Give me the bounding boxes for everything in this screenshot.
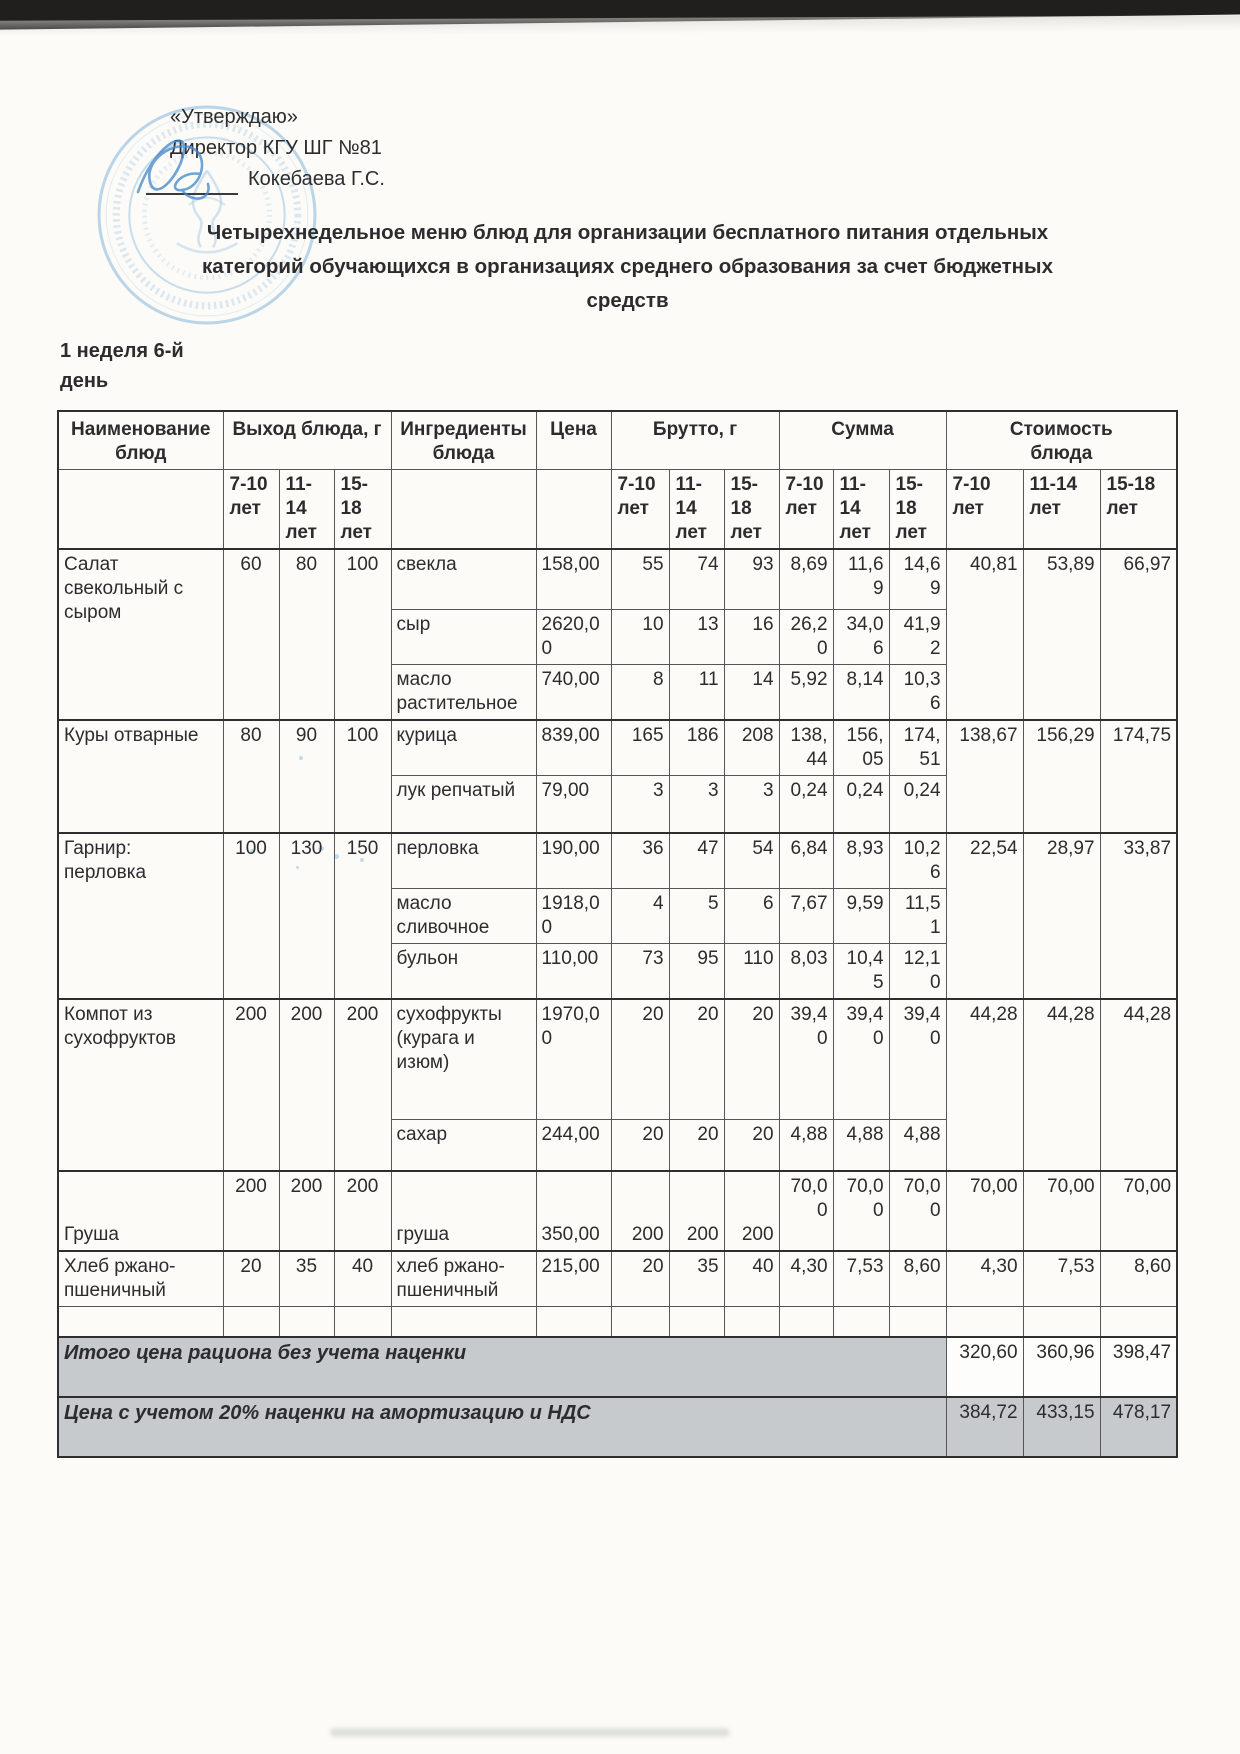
sum-value-cell: 4,88 bbox=[833, 1119, 889, 1171]
yield-value-cell: 100 bbox=[334, 720, 391, 834]
sum-value-cell: 41,92 bbox=[889, 609, 946, 664]
cost-value-cell: 28,97 bbox=[1023, 833, 1100, 999]
sum-value-cell: 174,51 bbox=[889, 720, 946, 776]
cost-value-cell: 174,75 bbox=[1100, 720, 1177, 834]
empty-cell bbox=[279, 1307, 334, 1337]
cost-value-cell: 44,28 bbox=[946, 999, 1023, 1171]
header-age-7-10: 7-10 лет bbox=[611, 470, 669, 550]
gross-value-cell: 10 bbox=[611, 609, 669, 664]
header-sum: Сумма bbox=[779, 411, 946, 470]
dish-name-cell: Груша bbox=[58, 1171, 223, 1251]
yield-value-cell: 60 bbox=[223, 549, 279, 720]
cost-value-cell: 22,54 bbox=[946, 833, 1023, 999]
sum-value-cell: 7,53 bbox=[833, 1251, 889, 1307]
ingredient-name-cell: сухофрукты (курага и изюм) bbox=[391, 999, 536, 1119]
empty-cell bbox=[1100, 1307, 1177, 1337]
sum-value-cell: 39,40 bbox=[779, 999, 833, 1119]
ingredient-row bbox=[58, 549, 1177, 609]
sum-value-cell: 10,26 bbox=[889, 833, 946, 889]
total-value-cell: 384,72 bbox=[946, 1397, 1023, 1457]
empty-cell bbox=[58, 1307, 223, 1337]
header-age-7-10: 7-10 лет bbox=[779, 470, 833, 550]
empty-cell bbox=[946, 1307, 1023, 1337]
gross-value-cell: 36 bbox=[611, 833, 669, 889]
gross-value-cell: 20 bbox=[611, 1119, 669, 1171]
gross-value-cell: 8 bbox=[611, 664, 669, 720]
total-value-cell: 433,15 bbox=[1023, 1397, 1100, 1457]
sum-value-cell: 39,40 bbox=[833, 999, 889, 1119]
empty-cell bbox=[334, 1307, 391, 1337]
empty-cell bbox=[833, 1307, 889, 1337]
header-age-15-18: 15-18 лет bbox=[1100, 470, 1177, 550]
yield-value-cell: 100 bbox=[223, 833, 279, 999]
gross-value-cell: 73 bbox=[611, 944, 669, 1000]
sum-value-cell: 156,05 bbox=[833, 720, 889, 776]
gross-value-cell: 208 bbox=[724, 720, 779, 776]
sum-value-cell: 10,36 bbox=[889, 664, 946, 720]
price-value-cell: 110,00 bbox=[536, 944, 611, 1000]
gross-value-cell: 20 bbox=[669, 999, 724, 1119]
gross-value-cell: 20 bbox=[611, 1251, 669, 1307]
ingredient-row bbox=[58, 833, 1177, 889]
sum-value-cell: 11,51 bbox=[889, 889, 946, 944]
header-age-11-14: 11-14 лет bbox=[1023, 470, 1100, 550]
gross-value-cell: 20 bbox=[724, 1119, 779, 1171]
sum-value-cell: 4,30 bbox=[779, 1251, 833, 1307]
header-dish: Наименование блюд bbox=[58, 411, 223, 470]
sum-value-cell: 8,03 bbox=[779, 944, 833, 1000]
sum-value-cell: 0,24 bbox=[779, 775, 833, 833]
empty-cell bbox=[391, 1307, 536, 1337]
yield-value-cell: 200 bbox=[223, 1171, 279, 1251]
price-value-cell: 2620,00 bbox=[536, 609, 611, 664]
sum-value-cell: 8,93 bbox=[833, 833, 889, 889]
sum-value-cell: 14,69 bbox=[889, 549, 946, 609]
empty-header-cell bbox=[536, 470, 611, 550]
ingredient-name-cell: бульон bbox=[391, 944, 536, 1000]
gross-value-cell: 95 bbox=[669, 944, 724, 1000]
cost-value-cell: 8,60 bbox=[1100, 1251, 1177, 1307]
total-value-cell: 398,47 bbox=[1100, 1337, 1177, 1397]
price-value-cell: 244,00 bbox=[536, 1119, 611, 1171]
dish-name-cell: Салат свекольный с сыром bbox=[58, 549, 223, 720]
yield-value-cell: 200 bbox=[334, 999, 391, 1171]
handwritten-signature bbox=[126, 124, 276, 220]
total-value-cell: 360,96 bbox=[1023, 1337, 1100, 1397]
header-ingredients: Ингредиенты блюда bbox=[391, 411, 536, 470]
dish-name-cell: Хлеб ржано-пшеничный bbox=[58, 1251, 223, 1307]
gross-value-cell: 93 bbox=[724, 549, 779, 609]
total-with-markup-row bbox=[58, 1397, 1177, 1457]
price-value-cell: 1918,00 bbox=[536, 889, 611, 944]
gross-value-cell: 20 bbox=[611, 999, 669, 1119]
gross-value-cell: 14 bbox=[724, 664, 779, 720]
sum-value-cell: 12,10 bbox=[889, 944, 946, 1000]
gross-value-cell: 3 bbox=[669, 775, 724, 833]
ingredient-name-cell: курица bbox=[391, 720, 536, 776]
menu-table bbox=[57, 410, 1178, 1458]
yield-value-cell: 90 bbox=[279, 720, 334, 834]
yield-value-cell: 150 bbox=[334, 833, 391, 999]
yield-value-cell: 80 bbox=[279, 549, 334, 720]
gross-value-cell: 40 bbox=[724, 1251, 779, 1307]
header-age-11-14: 11-14 лет bbox=[669, 470, 724, 550]
price-value-cell: 839,00 bbox=[536, 720, 611, 776]
cost-value-cell: 70,00 bbox=[1100, 1171, 1177, 1251]
cost-value-cell: 53,89 bbox=[1023, 549, 1100, 720]
ingredient-name-cell: лук репчатый bbox=[391, 775, 536, 833]
empty-cell bbox=[669, 1307, 724, 1337]
gross-value-cell: 16 bbox=[724, 609, 779, 664]
cost-value-cell: 70,00 bbox=[1023, 1171, 1100, 1251]
sum-value-cell: 7,67 bbox=[779, 889, 833, 944]
gross-value-cell: 4 bbox=[611, 889, 669, 944]
sum-value-cell: 70,00 bbox=[833, 1171, 889, 1251]
gross-value-cell: 3 bbox=[724, 775, 779, 833]
sum-value-cell: 4,88 bbox=[779, 1119, 833, 1171]
cost-value-cell: 4,30 bbox=[946, 1251, 1023, 1307]
gross-value-cell: 165 bbox=[611, 720, 669, 776]
sum-value-cell: 70,00 bbox=[889, 1171, 946, 1251]
empty-row bbox=[58, 1307, 1177, 1337]
sum-value-cell: 11,69 bbox=[833, 549, 889, 609]
empty-cell bbox=[779, 1307, 833, 1337]
price-value-cell: 740,00 bbox=[536, 664, 611, 720]
ingredient-name-cell: перловка bbox=[391, 833, 536, 889]
cost-value-cell: 70,00 bbox=[946, 1171, 1023, 1251]
price-value-cell: 215,00 bbox=[536, 1251, 611, 1307]
cost-value-cell: 44,28 bbox=[1100, 999, 1177, 1171]
header-age-15-18: 15-18 лет bbox=[724, 470, 779, 550]
header-cost: Стоимость блюда bbox=[946, 411, 1177, 470]
day-label: день bbox=[60, 370, 109, 392]
gross-value-cell: 20 bbox=[724, 999, 779, 1119]
yield-value-cell: 80 bbox=[223, 720, 279, 834]
empty-cell bbox=[223, 1307, 279, 1337]
sum-value-cell: 0,24 bbox=[833, 775, 889, 833]
price-value-cell: 350,00 bbox=[536, 1171, 611, 1251]
sum-value-cell: 10,45 bbox=[833, 944, 889, 1000]
total-without-markup-row bbox=[58, 1337, 1177, 1397]
header-yield: Выход блюда, г bbox=[223, 411, 391, 470]
cost-value-cell: 33,87 bbox=[1100, 833, 1177, 999]
total-value-cell: 478,17 bbox=[1100, 1397, 1177, 1457]
yield-value-cell: 200 bbox=[223, 999, 279, 1171]
cost-value-cell: 66,97 bbox=[1100, 549, 1177, 720]
dish-name-cell: Гарнир: перловка bbox=[58, 833, 223, 999]
sum-value-cell: 8,60 bbox=[889, 1251, 946, 1307]
cost-value-cell: 156,29 bbox=[1023, 720, 1100, 834]
ingredient-row bbox=[58, 1171, 1177, 1251]
dish-name-cell: Куры отварные bbox=[58, 720, 223, 834]
sum-value-cell: 138,44 bbox=[779, 720, 833, 776]
yield-value-cell: 200 bbox=[279, 1171, 334, 1251]
sum-value-cell: 9,59 bbox=[833, 889, 889, 944]
ingredient-name-cell: груша bbox=[391, 1171, 536, 1251]
header-gross: Брутто, г bbox=[611, 411, 779, 470]
ingredient-row bbox=[58, 999, 1177, 1119]
gross-value-cell: 11 bbox=[669, 664, 724, 720]
approval-word: «Утверждаю» bbox=[170, 106, 298, 128]
empty-cell bbox=[611, 1307, 669, 1337]
gross-value-cell: 47 bbox=[669, 833, 724, 889]
ingredient-name-cell: сахар bbox=[391, 1119, 536, 1171]
gross-value-cell: 35 bbox=[669, 1251, 724, 1307]
empty-header-cell bbox=[58, 470, 223, 550]
week-day-label bbox=[60, 336, 184, 396]
total-value-cell: 320,60 bbox=[946, 1337, 1023, 1397]
yield-value-cell: 100 bbox=[334, 549, 391, 720]
price-value-cell: 190,00 bbox=[536, 833, 611, 889]
sum-value-cell: 4,88 bbox=[889, 1119, 946, 1171]
ingredient-row bbox=[58, 720, 1177, 776]
approval-signer-name: Кокебаева Г.С. bbox=[248, 168, 385, 190]
price-value-cell: 158,00 bbox=[536, 549, 611, 609]
cost-value-cell: 40,81 bbox=[946, 549, 1023, 720]
sum-value-cell: 39,40 bbox=[889, 999, 946, 1119]
approval-director: Директор КГУ ШГ №81 bbox=[170, 137, 382, 159]
gross-value-cell: 200 bbox=[724, 1171, 779, 1251]
sum-value-cell: 0,24 bbox=[889, 775, 946, 833]
header-age-15-18: 15-18 лет bbox=[334, 470, 391, 550]
header-age-7-10: 7-10 лет bbox=[223, 470, 279, 550]
gross-value-cell: 20 bbox=[669, 1119, 724, 1171]
cost-value-cell: 7,53 bbox=[1023, 1251, 1100, 1307]
empty-header-cell bbox=[391, 470, 536, 550]
sum-value-cell: 34,06 bbox=[833, 609, 889, 664]
ingredient-name-cell: масло растительное bbox=[391, 664, 536, 720]
gross-value-cell: 200 bbox=[669, 1171, 724, 1251]
total-label-cell: Итого цена рациона без учета наценки bbox=[58, 1337, 946, 1397]
gross-value-cell: 6 bbox=[724, 889, 779, 944]
ingredient-name-cell: хлеб ржано-пшеничный bbox=[391, 1251, 536, 1307]
cost-value-cell: 138,67 bbox=[946, 720, 1023, 834]
sum-value-cell: 8,14 bbox=[833, 664, 889, 720]
yield-value-cell: 200 bbox=[279, 999, 334, 1171]
cost-value-cell: 44,28 bbox=[1023, 999, 1100, 1171]
gross-value-cell: 110 bbox=[724, 944, 779, 1000]
sum-value-cell: 6,84 bbox=[779, 833, 833, 889]
sum-value-cell: 26,20 bbox=[779, 609, 833, 664]
scan-smudge-bottom bbox=[330, 1728, 730, 1737]
empty-cell bbox=[724, 1307, 779, 1337]
header-age-7-10: 7-10 лет bbox=[946, 470, 1023, 550]
sum-value-cell: 8,69 bbox=[779, 549, 833, 609]
header-price: Цена bbox=[536, 411, 611, 470]
price-value-cell: 79,00 bbox=[536, 775, 611, 833]
gross-value-cell: 13 bbox=[669, 609, 724, 664]
ingredient-name-cell: свекла bbox=[391, 549, 536, 609]
gross-value-cell: 5 bbox=[669, 889, 724, 944]
sum-value-cell: 70,00 bbox=[779, 1171, 833, 1251]
dish-name-cell: Компот из сухофруктов bbox=[58, 999, 223, 1171]
header-age-15-18: 15-18 лет bbox=[889, 470, 946, 550]
yield-value-cell: 130 bbox=[279, 833, 334, 999]
gross-value-cell: 74 bbox=[669, 549, 724, 609]
gross-value-cell: 200 bbox=[611, 1171, 669, 1251]
header-age-11-14: 11-14 лет bbox=[833, 470, 889, 550]
yield-value-cell: 35 bbox=[279, 1251, 334, 1307]
gross-value-cell: 3 bbox=[611, 775, 669, 833]
ingredient-name-cell: масло сливочное bbox=[391, 889, 536, 944]
total-label-cell: Цена с учетом 20% наценки на амортизацию и НДС bbox=[58, 1397, 946, 1457]
gross-value-cell: 54 bbox=[724, 833, 779, 889]
week-label: 1 неделя 6-й bbox=[60, 340, 184, 362]
gross-value-cell: 186 bbox=[669, 720, 724, 776]
yield-value-cell: 200 bbox=[334, 1171, 391, 1251]
header-age-11-14: 11-14 лет bbox=[279, 470, 334, 550]
price-value-cell: 1970,00 bbox=[536, 999, 611, 1119]
yield-value-cell: 40 bbox=[334, 1251, 391, 1307]
ingredient-name-cell: сыр bbox=[391, 609, 536, 664]
yield-value-cell: 20 bbox=[223, 1251, 279, 1307]
ingredient-row bbox=[58, 1251, 1177, 1307]
empty-cell bbox=[889, 1307, 946, 1337]
empty-cell bbox=[1023, 1307, 1100, 1337]
gross-value-cell: 55 bbox=[611, 549, 669, 609]
document-title: Четырехнедельное меню блюд для организации бесплатного питания отдельных категорий обучающихся в организациях среднего образования за счет бюджетных средств bbox=[202, 221, 1053, 312]
empty-cell bbox=[536, 1307, 611, 1337]
sum-value-cell: 5,92 bbox=[779, 664, 833, 720]
